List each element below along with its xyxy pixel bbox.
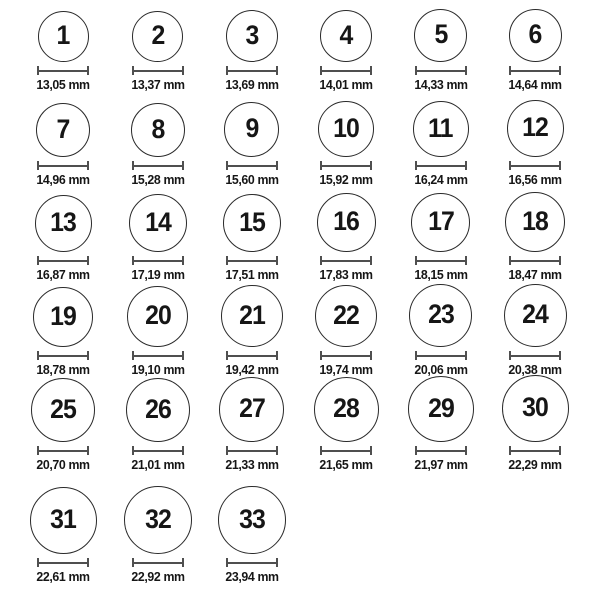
measure-bar: [228, 70, 276, 72]
ring-size-number: 15: [239, 206, 265, 237]
diameter-measure-line: [37, 446, 89, 455]
diameter-label: 17,19 mm: [130, 267, 185, 283]
diameter-label: 14,01 mm: [319, 77, 373, 93]
ring-size-cell: [394, 4, 488, 99]
ring-circle: [221, 285, 283, 347]
diameter-label: 22,29 mm: [508, 457, 562, 473]
measure-bar: [417, 260, 465, 262]
ring-size-cell: [488, 99, 582, 194]
diameter-label: 21,97 mm: [414, 457, 468, 473]
diameter-label: 17,83 mm: [319, 267, 373, 283]
measure-bar: [134, 70, 182, 72]
diameter-measure-line: [509, 446, 561, 455]
ring-circle: [411, 193, 470, 252]
measure-bar: [134, 355, 182, 357]
measure-bar: [39, 70, 87, 72]
measure-bar: [39, 355, 87, 357]
diameter-label: 20,38 mm: [508, 362, 562, 378]
ring-size-cell: [488, 194, 582, 289]
measure-bar: [39, 260, 87, 262]
ring-size-cell: [16, 194, 110, 289]
ring-size-cell: [205, 384, 299, 479]
diameter-measure-line: [415, 66, 467, 75]
ring-size-cell: [488, 289, 582, 384]
diameter-label: 18,15 mm: [414, 267, 468, 283]
ring-circle: [31, 378, 95, 442]
ring-size-number: 23: [427, 299, 454, 330]
measure-bar: [39, 450, 87, 452]
ring-circle: [315, 285, 377, 347]
measure-bar: [511, 355, 559, 357]
ring-size-cell: [299, 289, 393, 384]
ring-size-cell: [299, 384, 393, 479]
ring-size-cell: [299, 99, 393, 194]
ring-size-cell: [205, 99, 299, 194]
ring-size-cell: [299, 4, 393, 99]
measure-bar: [322, 450, 370, 452]
ring-size-number: 5: [434, 19, 448, 50]
ring-size-number: 30: [522, 392, 549, 423]
ring-size-cell: [110, 479, 204, 591]
ring-size-cell: [110, 99, 204, 194]
diameter-measure-line: [37, 558, 89, 567]
measure-bar: [511, 450, 559, 452]
diameter-label: 19,10 mm: [130, 362, 185, 378]
measure-bar: [511, 70, 559, 72]
measure-bar: [39, 562, 87, 564]
ring-circle: [504, 284, 567, 347]
ring-size-number: 27: [239, 393, 265, 424]
ring-size-cell: [205, 4, 299, 99]
chart-row: [0, 479, 600, 591]
ring-circle: [126, 378, 190, 442]
ring-size-number: 13: [50, 207, 77, 238]
diameter-label: 15,92 mm: [319, 172, 373, 188]
measure-bar: [228, 165, 276, 167]
ring-circle: [30, 487, 97, 554]
diameter-measure-line: [132, 558, 184, 567]
ring-circle: [509, 9, 562, 62]
diameter-measure-line: [132, 446, 184, 455]
diameter-label: 21,65 mm: [319, 457, 373, 473]
ring-size-number: 10: [333, 112, 360, 143]
measure-bar: [511, 260, 559, 262]
diameter-label: 13,05 mm: [36, 77, 90, 93]
ring-size-number: 17: [427, 206, 454, 237]
ring-size-number: 26: [144, 393, 171, 424]
measure-bar: [417, 70, 465, 72]
diameter-measure-line: [320, 256, 372, 265]
ring-size-number: 1: [56, 20, 70, 51]
chart-row: [0, 289, 600, 384]
ring-size-cell: [205, 194, 299, 289]
measure-bar: [134, 562, 182, 564]
ring-circle: [36, 103, 90, 157]
ring-size-number: 33: [239, 503, 265, 534]
ring-circle: [408, 376, 474, 442]
ring-size-cell: [394, 99, 488, 194]
ring-size-cell: [16, 479, 110, 591]
ring-circle: [226, 10, 278, 62]
chart-row: [0, 194, 600, 289]
ring-circle: [320, 10, 372, 62]
ring-circle: [223, 194, 281, 252]
diameter-measure-line: [415, 256, 467, 265]
ring-size-number: 28: [333, 393, 360, 424]
chart-row: [0, 4, 600, 99]
diameter-label: 14,33 mm: [414, 77, 468, 93]
ring-circle: [33, 287, 93, 347]
ring-size-cell: [16, 384, 110, 479]
ring-size-number: 25: [50, 393, 77, 424]
diameter-measure-line: [37, 256, 89, 265]
ring-size-number: 6: [528, 19, 542, 50]
ring-size-number: 29: [427, 392, 454, 423]
measure-bar: [322, 355, 370, 357]
diameter-measure-line: [226, 66, 278, 75]
diameter-label: 22,61 mm: [36, 569, 90, 585]
ring-size-number: 31: [50, 504, 77, 535]
diameter-measure-line: [415, 446, 467, 455]
measure-bar: [417, 165, 465, 167]
diameter-label: 18,78 mm: [36, 362, 90, 378]
diameter-measure-line: [37, 351, 89, 360]
diameter-label: 17,51 mm: [225, 267, 279, 283]
diameter-label: 15,28 mm: [130, 172, 185, 188]
ring-size-cell: [299, 194, 393, 289]
measure-bar: [134, 260, 182, 262]
measure-bar: [417, 355, 465, 357]
ring-size-cell: [488, 4, 582, 99]
diameter-label: 14,96 mm: [36, 172, 90, 188]
ring-size-cell: [110, 4, 204, 99]
ring-size-cell: [394, 194, 488, 289]
ring-circle: [318, 101, 374, 157]
diameter-label: 13,69 mm: [225, 77, 279, 93]
ring-size-cell: [205, 479, 299, 591]
measure-bar: [39, 165, 87, 167]
diameter-measure-line: [320, 161, 372, 170]
measure-bar: [322, 165, 370, 167]
ring-circle: [132, 11, 183, 62]
ring-size-cell: [110, 194, 204, 289]
measure-bar: [322, 70, 370, 72]
diameter-label: 22,92 mm: [130, 569, 185, 585]
ring-size-number: 12: [522, 112, 549, 143]
diameter-measure-line: [320, 446, 372, 455]
ring-circle: [505, 192, 565, 252]
ring-size-number: 16: [333, 206, 360, 237]
ring-size-number: 2: [151, 20, 165, 51]
measure-bar: [134, 165, 182, 167]
ring-circle: [224, 102, 279, 157]
chart-row: [0, 384, 600, 479]
measure-bar: [134, 450, 182, 452]
diameter-measure-line: [226, 256, 278, 265]
ring-size-number: 4: [339, 19, 353, 50]
measure-bar: [228, 450, 276, 452]
ring-circle: [129, 194, 187, 252]
ring-size-cell: [394, 384, 488, 479]
diameter-measure-line: [226, 558, 278, 567]
ring-circle: [502, 375, 569, 442]
diameter-measure-line: [37, 66, 89, 75]
measure-bar: [322, 260, 370, 262]
ring-circle: [413, 101, 469, 157]
ring-size-number: 24: [522, 299, 549, 330]
ring-size-number: 21: [239, 299, 265, 330]
diameter-measure-line: [320, 351, 372, 360]
diameter-measure-line: [226, 351, 278, 360]
ring-circle: [507, 100, 564, 157]
ring-size-number: 3: [245, 19, 259, 50]
diameter-measure-line: [132, 256, 184, 265]
diameter-label: 19,42 mm: [225, 362, 279, 378]
diameter-measure-line: [509, 66, 561, 75]
ring-size-number: 20: [144, 300, 171, 331]
diameter-label: 15,60 mm: [225, 172, 279, 188]
measure-bar: [417, 450, 465, 452]
diameter-label: 14,64 mm: [508, 77, 562, 93]
ring-circle: [314, 377, 379, 442]
ring-circle: [317, 193, 376, 252]
diameter-label: 19,74 mm: [319, 362, 373, 378]
measure-bar: [511, 165, 559, 167]
diameter-measure-line: [509, 161, 561, 170]
ring-size-cell: [205, 289, 299, 384]
ring-size-cell: [394, 289, 488, 384]
ring-size-cell: [488, 384, 582, 479]
diameter-label: 21,01 mm: [130, 457, 185, 473]
diameter-label: 16,56 mm: [508, 172, 562, 188]
diameter-measure-line: [509, 351, 561, 360]
ring-size-cell: [16, 99, 110, 194]
ring-circle: [35, 195, 92, 252]
ring-size-number: 19: [50, 300, 77, 331]
ring-circle: [219, 377, 284, 442]
diameter-measure-line: [132, 66, 184, 75]
ring-circle: [218, 486, 286, 554]
diameter-measure-line: [415, 161, 467, 170]
ring-size-cell: [16, 4, 110, 99]
ring-size-number: 9: [245, 113, 259, 144]
ring-size-cell: [110, 289, 204, 384]
diameter-label: 13,37 mm: [130, 77, 185, 93]
measure-bar: [228, 260, 276, 262]
diameter-measure-line: [132, 161, 184, 170]
diameter-label: 21,33 mm: [225, 457, 279, 473]
ring-size-number: 14: [144, 206, 171, 237]
ring-size-cell: [16, 289, 110, 384]
diameter-measure-line: [132, 351, 184, 360]
diameter-label: 23,94 mm: [225, 569, 279, 585]
ring-circle: [131, 103, 185, 157]
diameter-label: 16,87 mm: [36, 267, 90, 283]
diameter-label: 20,06 mm: [414, 362, 468, 378]
chart-row: [0, 99, 600, 194]
ring-size-number: 7: [56, 113, 70, 144]
ring-circle: [124, 486, 192, 554]
ring-size-cell: [110, 384, 204, 479]
diameter-measure-line: [415, 351, 467, 360]
ring-circle: [38, 11, 89, 62]
ring-circle: [127, 286, 188, 347]
ring-circle: [414, 9, 467, 62]
diameter-measure-line: [320, 66, 372, 75]
diameter-label: 20,70 mm: [36, 457, 90, 473]
ring-size-number: 11: [428, 112, 453, 143]
diameter-measure-line: [226, 161, 278, 170]
ring-size-number: 8: [151, 113, 165, 144]
diameter-measure-line: [37, 161, 89, 170]
ring-size-number: 22: [333, 299, 360, 330]
diameter-label: 18,47 mm: [508, 267, 562, 283]
ring-size-number: 18: [522, 205, 549, 236]
measure-bar: [228, 355, 276, 357]
measure-bar: [228, 562, 276, 564]
ring-size-number: 32: [144, 503, 171, 534]
diameter-label: 16,24 mm: [414, 172, 468, 188]
diameter-measure-line: [226, 446, 278, 455]
ring-circle: [409, 284, 472, 347]
diameter-measure-line: [509, 256, 561, 265]
